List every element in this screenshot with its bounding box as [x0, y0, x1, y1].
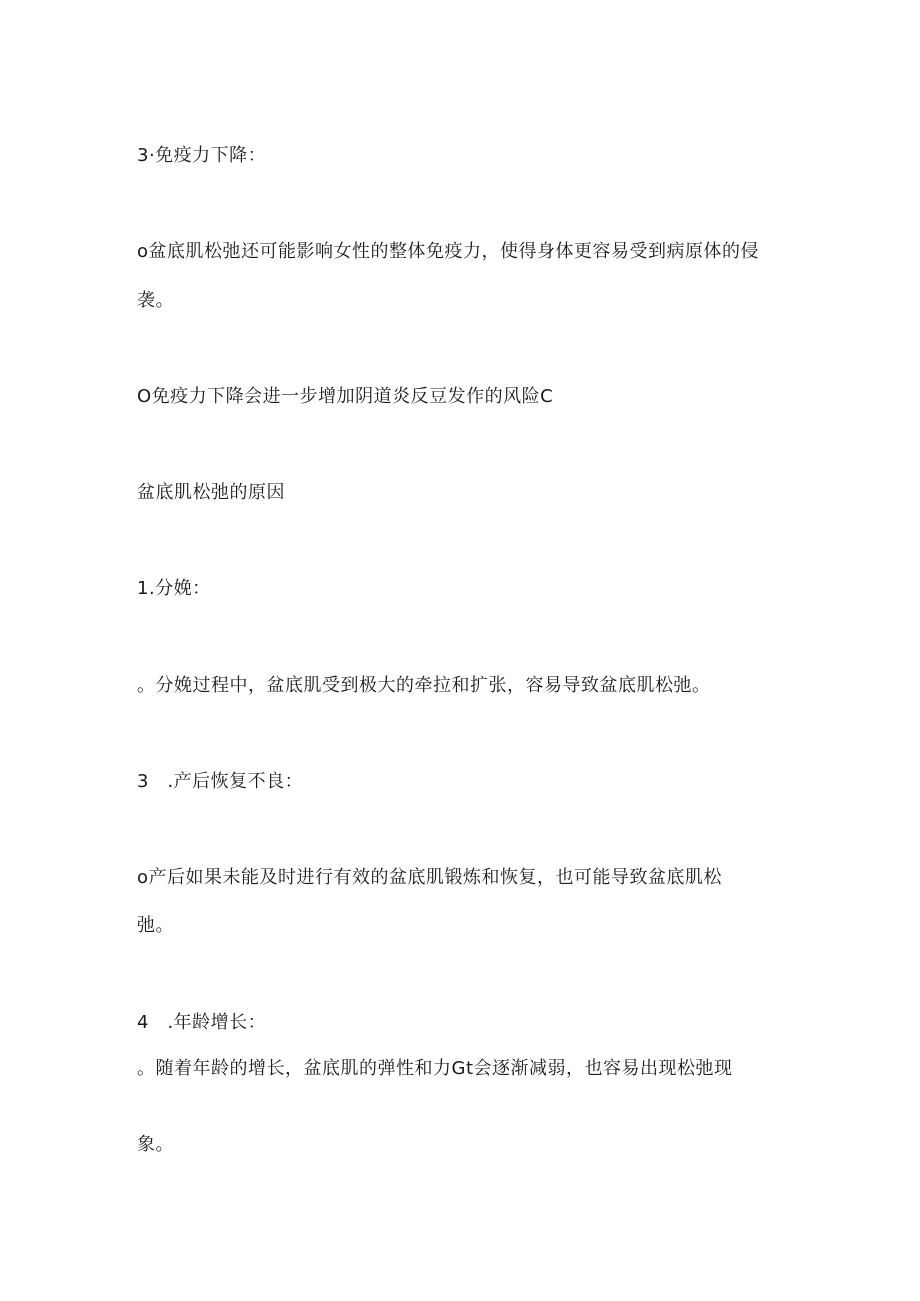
heading-immunity-decline: 3·免疫力下降：	[137, 145, 267, 166]
heading-postpartum-recovery: 3 .产后恢复不良：	[137, 771, 304, 792]
paragraph-line: O免疫力下降会进一步增加阴道炎反豆发作的风险C	[137, 386, 554, 407]
paragraph-line: 象。	[137, 1134, 174, 1155]
heading-childbirth: 1.分娩：	[137, 578, 211, 599]
section-title-causes: 盆底肌松弛的原因	[137, 482, 285, 503]
paragraph-line: 。随着年龄的增长，盆底肌的弹性和力Gt会逐渐减弱，也容易出现松弛现	[137, 1058, 733, 1079]
paragraph-line: 袭。	[137, 290, 174, 311]
paragraph-line: o产后如果未能及时进行有效的盆底肌锻炼和恢复，也可能导致盆底肌松	[137, 867, 723, 888]
paragraph-line: 。分娩过程中，盆底肌受到极大的牵拉和扩张，容易导致盆底肌松弛。	[137, 675, 711, 696]
paragraph-line: 弛。	[137, 915, 174, 936]
paragraph-line: o盆底肌松弛还可能影响女性的整体免疫力，使得身体更容易受到病原体的侵	[137, 241, 760, 262]
heading-aging: 4 .年龄增长：	[137, 1012, 267, 1033]
